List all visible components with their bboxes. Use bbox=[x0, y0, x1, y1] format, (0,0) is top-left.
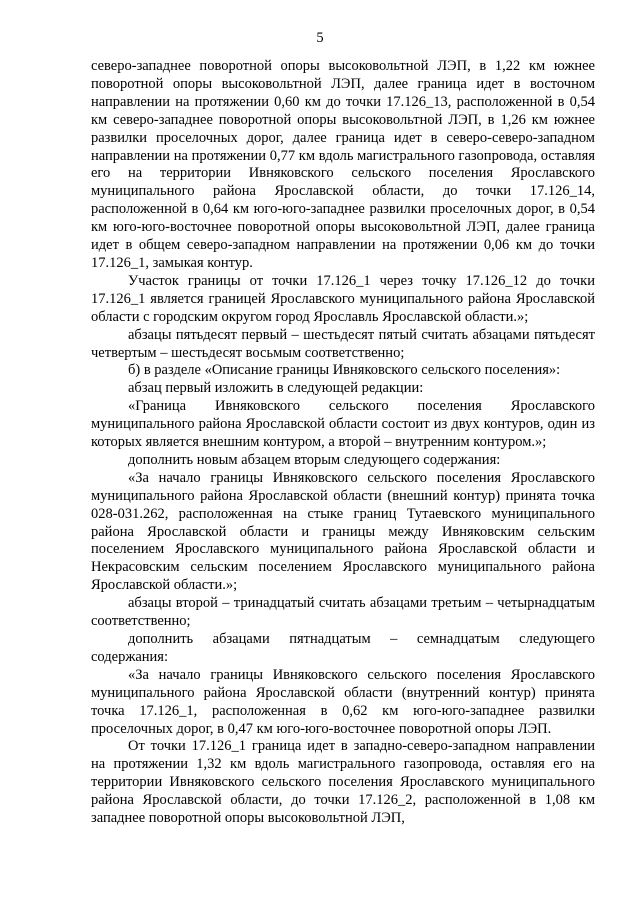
paragraph-6: «Граница Ивняковского сельского поселения Ярославского муниципального района Ярославской области состоит из двух контуров, один из которых является внешним контуром, а второй – внутренним контуром.»; bbox=[91, 398, 595, 451]
paragraph-2: Участок границы от точки 17.126_1 через точку 17.126_12 до точки 17.126_1 является границей Ярославского муниципального района Ярославской области с городским округом город Ярославль Ярославской области.»; bbox=[91, 272, 595, 325]
document-body bbox=[91, 58, 595, 828]
paragraph-8: «За начало границы Ивняковского сельского поселения Ярославского муниципального района Ярославской области (внешний контур) принята точка 028-031.262, расположенная на стыке границ Тутаевского муниципального района Ярославской области и границы между Ивняковским сельским поселением Ярославского муниципального района Ярославской области и Некрасовским сельским поселением Ярославского муниципального района Ярославской области.»; bbox=[91, 469, 595, 594]
paragraph-1: северо-западнее поворотной опоры высоковольтной ЛЭП, в 1,22 км южнее поворотной опоры высоковольтной ЛЭП, далее граница идет в восточном направлении на протяжении 0,60 км до точки 17.126_13, расположенной в 0,54 км северо-западнее поворотной опоры высоковольтной ЛЭП, в 1,26 км южнее развилки проселочных дорог, далее граница идет в северо-северо-западном направлении на протяжении 0,77 км вдоль магистрального газопровода, оставляя его на территории Ивняковского сельского поселения Ярославского муниципального района Ярославской области, до точки 17.126_14, расположенной в 0,64 км юго-юго-западнее развилки проселочных дорог, в 0,54 км юго-юго-восточнее поворотной опоры высоковольтной ЛЭП, далее граница идет в общем северо-западном направлении на протяжении 0,06 км до точки 17.126_1, замыкая контур. bbox=[91, 58, 595, 271]
paragraph-5: абзац первый изложить в следующей редакции: bbox=[128, 380, 424, 397]
page-number: 5 bbox=[316, 30, 324, 46]
paragraph-9: абзацы второй – тринадцатый считать абзацами третьим – четырнадцатым соответственно; bbox=[91, 595, 595, 630]
paragraph-11: «За начало границы Ивняковского сельского поселения Ярославского муниципального района Ярославской области (внутренний контур) принята точка 17.126_1, расположенная в 0,62 км юго-юго-западнее развилки проселочных дорог, в 0,47 км юго-юго-восточнее поворотной опоры ЛЭП. bbox=[91, 666, 595, 737]
paragraph-12: От точки 17.126_1 граница идет в западно-северо-западном направлении на протяжении 1,32 км вдоль магистрального газопровода, оставляя его на территории Ивняковского сельского поселения Ярославского муниципального района Ярославской области, до точки 17.126_2, расположенной в 1,08 км западнее поворотной опоры высоковольтной ЛЭП, bbox=[91, 738, 595, 827]
paragraph-10: дополнить абзацами пятнадцатым – семнадцатым следующего содержания: bbox=[91, 631, 595, 665]
paragraph-3: абзацы пятьдесят первый – шестьдесят пятый считать абзацами пятьдесят четвертым – шестьдесят восьмым соответственно; bbox=[91, 326, 595, 361]
paragraph-7: дополнить новым абзацем вторым следующего содержания: bbox=[128, 451, 501, 468]
paragraph-4: б) в разделе «Описание границы Ивняковского сельского поселения»: bbox=[128, 362, 561, 379]
